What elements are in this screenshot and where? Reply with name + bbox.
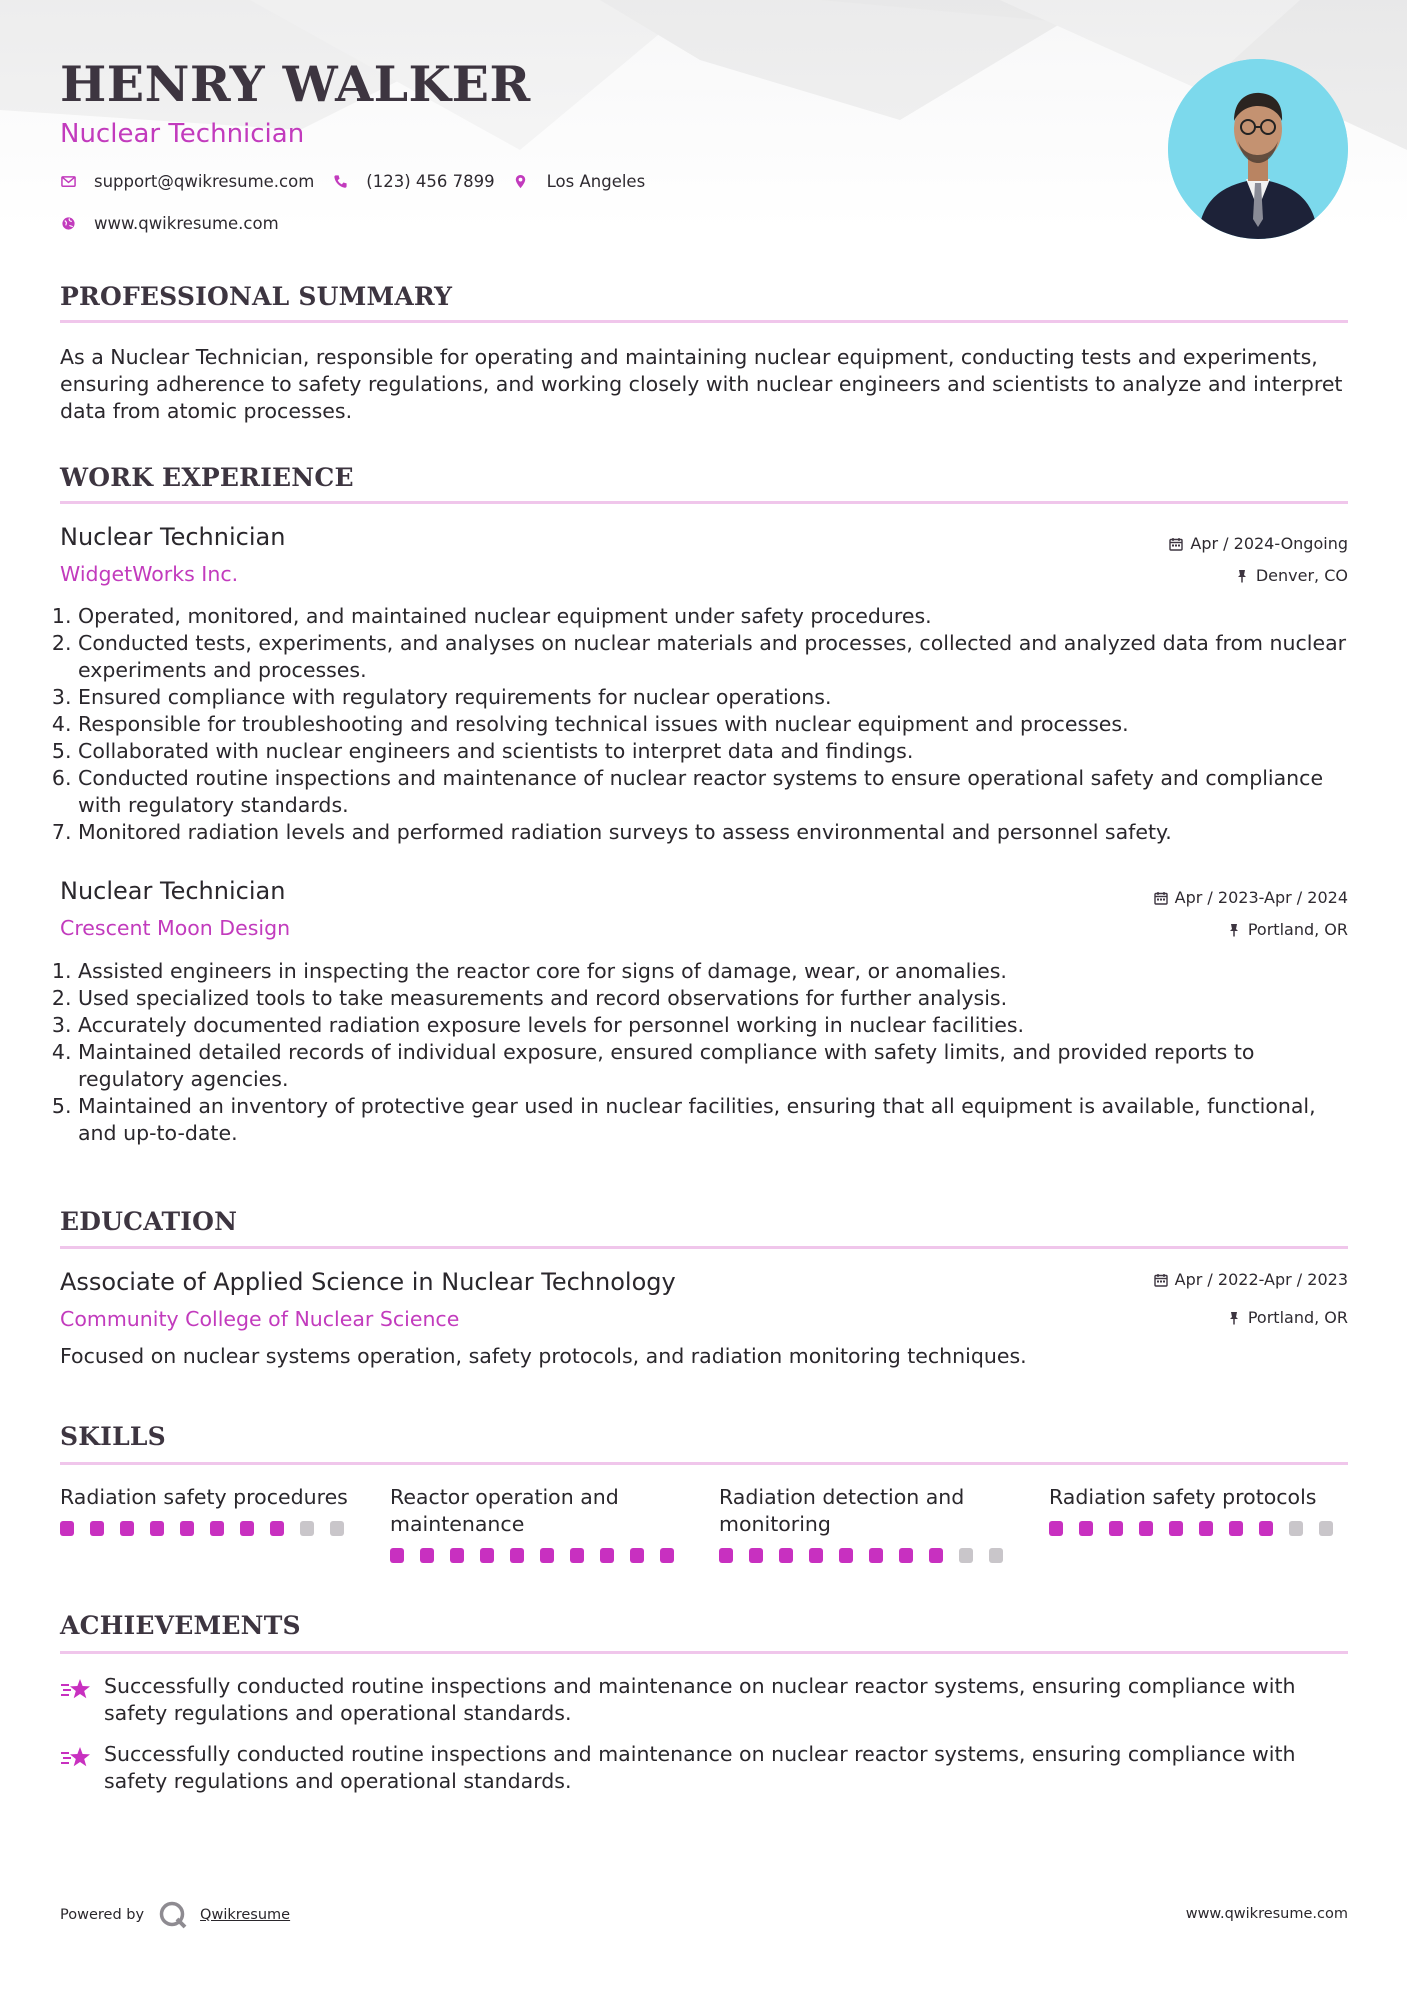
achievement-item xyxy=(60,1741,1348,1795)
skill-rating xyxy=(1049,1521,1349,1536)
skill-dot-filled xyxy=(480,1548,494,1563)
calendar-icon xyxy=(1154,1273,1168,1287)
job-location-text: Denver, CO xyxy=(1255,566,1348,585)
school-name: Community College of Nuclear Science xyxy=(60,1307,460,1331)
skill-dot-filled xyxy=(929,1548,943,1563)
skill-dot-filled xyxy=(630,1548,644,1563)
achievement-text: Successfully conducted routine inspections and maintenance on nuclear reactor systems, ensuring compliance with safety regulations and operational standards. xyxy=(104,1674,1296,1725)
list-item: 7. Monitored radiation levels and performed radiation surveys to assess environmental and personnel safety. xyxy=(78,819,1348,846)
list-item: 3. Ensured compliance with regulatory requirements for nuclear operations. xyxy=(78,684,1348,711)
experience-heading: WORK EXPERIENCE xyxy=(60,463,354,492)
skill-dot-empty xyxy=(959,1548,973,1563)
skill-dot-filled xyxy=(240,1521,254,1536)
skill-name: Radiation safety procedures xyxy=(60,1485,348,1509)
job-dates-text: Apr / 2023-Apr / 2024 xyxy=(1174,888,1348,907)
list-item: 2. Conducted tests, experiments, and analyses on nuclear materials and processes, collected and analyzed data from nuclear experiments and processes. xyxy=(78,630,1348,684)
skill-dot-filled xyxy=(749,1548,763,1563)
skill-dot-filled xyxy=(390,1548,404,1563)
summary-text: As a Nuclear Technician, responsible for operating and maintaining nuclear equipment, conducting tests and experiments, ensuring adherence to safety regulations, and working closely with nuclear engineers and scientists to analyze and interpret data from atomic processes. xyxy=(60,345,1343,423)
footer-url[interactable]: www.qwikresume.com xyxy=(1185,1906,1348,1922)
education-dates-text: Apr / 2022-Apr / 2023 xyxy=(1174,1270,1348,1289)
footer-powered-by xyxy=(60,1900,290,1930)
skill-name: Radiation detection and monitoring xyxy=(719,1485,965,1536)
section-divider xyxy=(60,320,1348,323)
education-heading: EDUCATION xyxy=(60,1207,238,1236)
candidate-role: Nuclear Technician xyxy=(60,119,305,149)
education-dates xyxy=(1154,1270,1348,1289)
skill-name: Reactor operation and maintenance xyxy=(390,1485,619,1536)
email-link[interactable]: support@qwikresume.com xyxy=(94,172,315,191)
skill-dot-filled xyxy=(150,1521,164,1536)
skill-dot-filled xyxy=(540,1548,554,1563)
skill-dot-filled xyxy=(869,1548,883,1563)
location-text: Los Angeles xyxy=(546,172,646,191)
qwikresume-logo-icon xyxy=(158,1900,188,1930)
list-item: 5. Maintained an inventory of protective gear used in nuclear facilities, ensuring that all equipment is available, functional, and up-to-date. xyxy=(78,1093,1348,1147)
calendar-icon xyxy=(1154,891,1168,905)
website-link[interactable]: www.qwikresume.com xyxy=(94,214,279,233)
company-name: Crescent Moon Design xyxy=(60,916,291,940)
skill-dot-filled xyxy=(1229,1521,1243,1536)
skill-dot-empty xyxy=(1319,1521,1333,1536)
skill-dot-filled xyxy=(510,1548,524,1563)
contact-row xyxy=(60,172,645,191)
skill-dot-filled xyxy=(270,1521,284,1536)
skill-dot-filled xyxy=(90,1521,104,1536)
calendar-icon xyxy=(1169,537,1183,551)
map-pin-icon xyxy=(513,174,529,190)
list-item: 5. Collaborated with nuclear engineers and scientists to interpret data and findings. xyxy=(78,738,1348,765)
job-title: Nuclear Technician xyxy=(60,877,286,905)
achievement-text: Successfully conducted routine inspections and maintenance on nuclear reactor systems, ensuring compliance with safety regulations and operational standards. xyxy=(104,1742,1296,1793)
section-divider xyxy=(60,1462,1348,1465)
skill-dot-filled xyxy=(1109,1521,1123,1536)
skill-dot-filled xyxy=(450,1548,464,1563)
candidate-name: HENRY WALKER xyxy=(60,55,531,113)
list-item: 1. Assisted engineers in inspecting the reactor core for signs of damage, wear, or anomalies. xyxy=(78,958,1348,985)
skill-item xyxy=(60,1484,360,1536)
envelope-icon xyxy=(60,174,76,190)
job-location-text: Portland, OR xyxy=(1247,920,1348,939)
list-item: 2. Used specialized tools to take measurements and record observations for further analysis. xyxy=(78,985,1348,1012)
pin-icon xyxy=(1227,923,1241,937)
skill-rating xyxy=(719,1548,1019,1563)
job-responsibilities xyxy=(60,958,1348,1147)
qwikresume-link[interactable]: Qwikresume xyxy=(200,1907,291,1923)
skill-dot-filled xyxy=(839,1548,853,1563)
skill-dot-empty xyxy=(300,1521,314,1536)
skills-heading: SKILLS xyxy=(60,1422,166,1451)
achievement-item xyxy=(60,1673,1348,1727)
skill-rating xyxy=(60,1521,360,1536)
profile-photo xyxy=(1168,59,1348,239)
skill-dot-empty xyxy=(1289,1521,1303,1536)
pin-icon xyxy=(1227,1311,1241,1325)
education-location xyxy=(1227,1308,1348,1327)
phone-icon xyxy=(332,174,348,190)
list-item: 1. Operated, monitored, and maintained nuclear equipment under safety procedures. xyxy=(78,603,1348,630)
skill-dot-filled xyxy=(779,1548,793,1563)
skill-dot-filled xyxy=(180,1521,194,1536)
shooting-star-icon xyxy=(60,1675,92,1705)
list-item: 4. Maintained detailed records of individual exposure, ensured compliance with safety limits, and provided reports to regulatory agencies. xyxy=(78,1039,1348,1093)
achievements-heading: ACHIEVEMENTS xyxy=(60,1611,301,1640)
job-title: Nuclear Technician xyxy=(60,523,286,551)
education-location-text: Portland, OR xyxy=(1247,1308,1348,1327)
skill-dot-filled xyxy=(1079,1521,1093,1536)
job-dates xyxy=(1154,888,1348,907)
skill-dot-filled xyxy=(570,1548,584,1563)
job-location xyxy=(1227,920,1348,939)
skill-item xyxy=(1049,1484,1349,1536)
job-dates-text: Apr / 2024-Ongoing xyxy=(1190,534,1348,553)
pin-icon xyxy=(1235,569,1249,583)
education-description: Focused on nuclear systems operation, safety protocols, and radiation monitoring techniques. xyxy=(60,1344,1027,1368)
skill-dot-empty xyxy=(330,1521,344,1536)
skill-dot-filled xyxy=(1139,1521,1153,1536)
phone-number: (123) 456 7899 xyxy=(366,172,495,191)
summary-heading: PROFESSIONAL SUMMARY xyxy=(60,282,453,311)
section-divider xyxy=(60,1651,1348,1654)
job-dates xyxy=(1169,534,1348,553)
job-responsibilities xyxy=(60,603,1348,846)
job-location xyxy=(1235,566,1348,585)
powered-by-text: Powered by xyxy=(60,1907,145,1923)
skill-dot-filled xyxy=(1259,1521,1273,1536)
skill-dot-filled xyxy=(1199,1521,1213,1536)
skill-item xyxy=(719,1484,1019,1563)
section-divider xyxy=(60,501,1348,504)
skill-dot-filled xyxy=(899,1548,913,1563)
skill-dot-filled xyxy=(1169,1521,1183,1536)
list-item: 6. Conducted routine inspections and maintenance of nuclear reactor systems to ensure operational safety and compliance with regulatory standards. xyxy=(78,765,1348,819)
skill-item xyxy=(390,1484,690,1563)
skill-dot-filled xyxy=(809,1548,823,1563)
list-item: 4. Responsible for troubleshooting and resolving technical issues with nuclear equipment and processes. xyxy=(78,711,1348,738)
skill-name: Radiation safety protocols xyxy=(1049,1485,1317,1509)
skill-dot-empty xyxy=(989,1548,1003,1563)
shooting-star-icon xyxy=(60,1743,92,1773)
website-row xyxy=(60,214,279,233)
skill-dot-filled xyxy=(60,1521,74,1536)
skill-dot-filled xyxy=(660,1548,674,1563)
degree-title: Associate of Applied Science in Nuclear Technology xyxy=(60,1268,676,1296)
skill-dot-filled xyxy=(420,1548,434,1563)
skill-rating xyxy=(390,1548,690,1563)
company-name: WidgetWorks Inc. xyxy=(60,562,239,586)
skill-dot-filled xyxy=(120,1521,134,1536)
skill-dot-filled xyxy=(1049,1521,1063,1536)
skill-dot-filled xyxy=(719,1548,733,1563)
list-item: 3. Accurately documented radiation exposure levels for personnel working in nuclear facilities. xyxy=(78,1012,1348,1039)
skill-dot-filled xyxy=(210,1521,224,1536)
skill-dot-filled xyxy=(600,1548,614,1563)
globe-icon xyxy=(60,216,76,232)
section-divider xyxy=(60,1246,1348,1249)
